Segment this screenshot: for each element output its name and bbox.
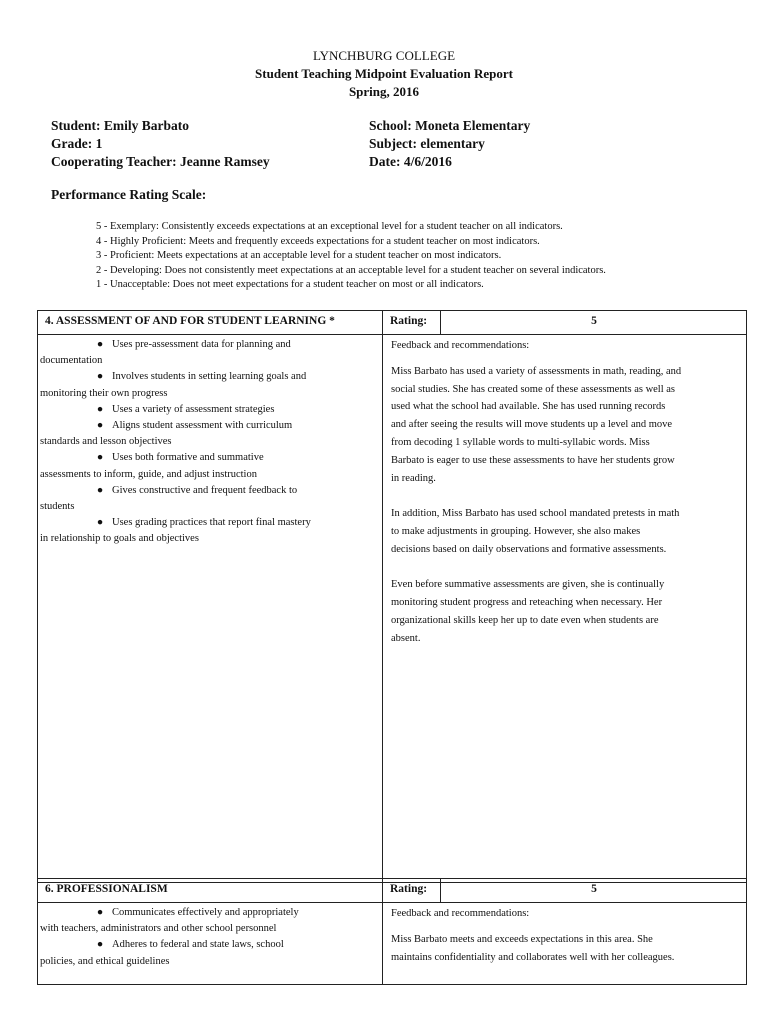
indicator-text: documentation [40, 355, 103, 367]
indicator-text: monitoring their own progress [40, 387, 168, 399]
feedback-line: Miss Barbato has used a variety of assessments in math, reading, and [391, 365, 682, 377]
indicator-text: standards and lesson objectives [40, 436, 172, 448]
feedback-label: Feedback and recommendations: [391, 340, 530, 351]
indicator-text: policies, and ethical guidelines [40, 955, 170, 967]
section4-title: 4. ASSESSMENT OF AND FOR STUDENT LEARNING * [38, 311, 383, 335]
indicator-text: Uses both formative and summative [112, 452, 264, 464]
feedback-line: decisions based on daily observations and formative assessments. [391, 543, 667, 555]
college-name: LYNCHBURG COLLEGE [312, 48, 456, 63]
indicator-text: Gives constructive and frequent feedback to [112, 484, 298, 496]
bullet-icon: ● [96, 452, 104, 464]
bullet-icon: ● [96, 420, 104, 432]
section4-table [37, 310, 747, 883]
section4-feedback [383, 335, 747, 883]
indicator-text: students [40, 501, 75, 513]
indicator-item [40, 337, 376, 369]
feedback-line: maintains confidentiality and collaborates well with her colleagues. [391, 951, 675, 963]
indicator-item [40, 369, 376, 401]
feedback-line: absent. [391, 632, 421, 644]
indicator-text: Involves students in setting learning goals and [112, 371, 307, 383]
feedback-line: social studies. She has created some of these assessments as well as [391, 383, 676, 395]
feedback-line: In addition, Miss Barbato has used school mandated pretests in math [391, 508, 680, 520]
section6-indicators [38, 903, 383, 985]
feedback-line: organizational skills keep her up to date even when students are [391, 614, 659, 626]
feedback-line: monitoring student progress and reteaching when necessary. Her [391, 597, 663, 609]
bullet-icon: ● [96, 517, 104, 529]
bullet-icon: ● [96, 907, 104, 918]
cooperating-teacher: Cooperating Teacher: Jeanne Ramsey [51, 154, 270, 169]
section4-rating-value: 5 [441, 311, 747, 335]
student-info-left [51, 117, 270, 171]
indicator-text: Uses grading practices that report final mastery [112, 517, 311, 529]
indicator-item [40, 450, 376, 482]
section4-rating-label: Rating: [383, 311, 441, 335]
feedback-line: in reading. [391, 472, 436, 484]
report-title: Student Teaching Midpoint Evaluation Report [255, 66, 513, 81]
bullet-icon: ● [96, 371, 104, 383]
indicator-item [40, 483, 376, 515]
rating-level: 3 - Proficient: Meets expectations at an acceptable level for a student teacher on most indicators. [96, 250, 502, 262]
bullet-icon: ● [96, 484, 104, 496]
section6-table [37, 878, 747, 985]
feedback-line: Miss Barbato meets and exceeds expectations in this area. She [391, 933, 653, 945]
indicator-text: with teachers, administrators and other school personnel [40, 923, 277, 935]
feedback-line: and after seeing the results will move students up a level and move [391, 419, 673, 431]
indicator-text: Aligns student assessment with curriculum [112, 420, 293, 432]
section6-title: 6. PROFESSIONALISM [38, 879, 383, 903]
indicator-text: Uses a variety of assessment strategies [112, 403, 275, 415]
rating-level: 4 - Highly Proficient: Meets and frequently exceeds expectations for a student teacher on most indicators. [96, 235, 540, 247]
feedback-paragraph [391, 931, 740, 967]
rating-level: 2 - Developing: Does not consistently meet expectations at an acceptable level for a student teacher on several indicators. [96, 264, 606, 276]
bullet-icon: ● [96, 339, 104, 350]
section6-feedback [383, 903, 747, 985]
report-term: Spring, 2016 [348, 84, 420, 99]
student-info-right [369, 117, 530, 171]
indicator-text: Uses pre-assessment data for planning and [112, 339, 291, 350]
feedback-paragraph [391, 505, 740, 558]
bullet-icon: ● [96, 939, 104, 951]
feedback-label: Feedback and recommendations: [391, 908, 530, 919]
feedback-paragraph [391, 363, 740, 488]
feedback-line: used what the school had available. She has used running records [391, 401, 666, 413]
indicator-item [40, 905, 376, 937]
indicator-item [88, 402, 376, 418]
indicator-text: in relationship to goals and objectives [40, 533, 199, 545]
feedback-line: to make adjustments in grouping. However, she also makes [391, 525, 641, 537]
report-header [0, 47, 768, 101]
indicator-item [40, 515, 376, 547]
subject: Subject: elementary [369, 136, 485, 151]
section6-rating-value: 5 [441, 879, 747, 903]
indicator-item [40, 937, 376, 969]
bullet-icon: ● [96, 403, 104, 415]
student-grade: Grade: 1 [51, 136, 103, 151]
indicator-item [40, 418, 376, 450]
section6-rating-label: Rating: [383, 879, 441, 903]
feedback-line: Even before summative assessments are given, she is continually [391, 579, 665, 591]
section4-indicators [38, 335, 383, 883]
indicator-text: assessments to inform, guide, and adjust instruction [40, 468, 257, 480]
rating-scale-title: Performance Rating Scale: [51, 187, 207, 202]
rating-level: 1 - Unacceptable: Does not meet expectations for a student teacher on most or all indicators. [96, 279, 484, 291]
student-name: Student: Emily Barbato [51, 118, 190, 133]
school-name: School: Moneta Elementary [369, 118, 531, 133]
evaluation-date: Date: 4/6/2016 [369, 154, 452, 169]
rating-scale-list [96, 220, 606, 293]
indicator-text: Adheres to federal and state laws, school [112, 939, 284, 951]
rating-level: 5 - Exemplary: Consistently exceeds expectations at an exceptional level for a student teacher on all indicators. [96, 221, 563, 232]
feedback-line: from decoding 1 syllable words to multi-syllabic words. Miss [391, 436, 650, 448]
feedback-line: Barbato is eager to use these assessments to have her students grow [391, 454, 675, 466]
indicator-text: Communicates effectively and appropriately [112, 907, 299, 918]
feedback-paragraph [391, 576, 740, 647]
